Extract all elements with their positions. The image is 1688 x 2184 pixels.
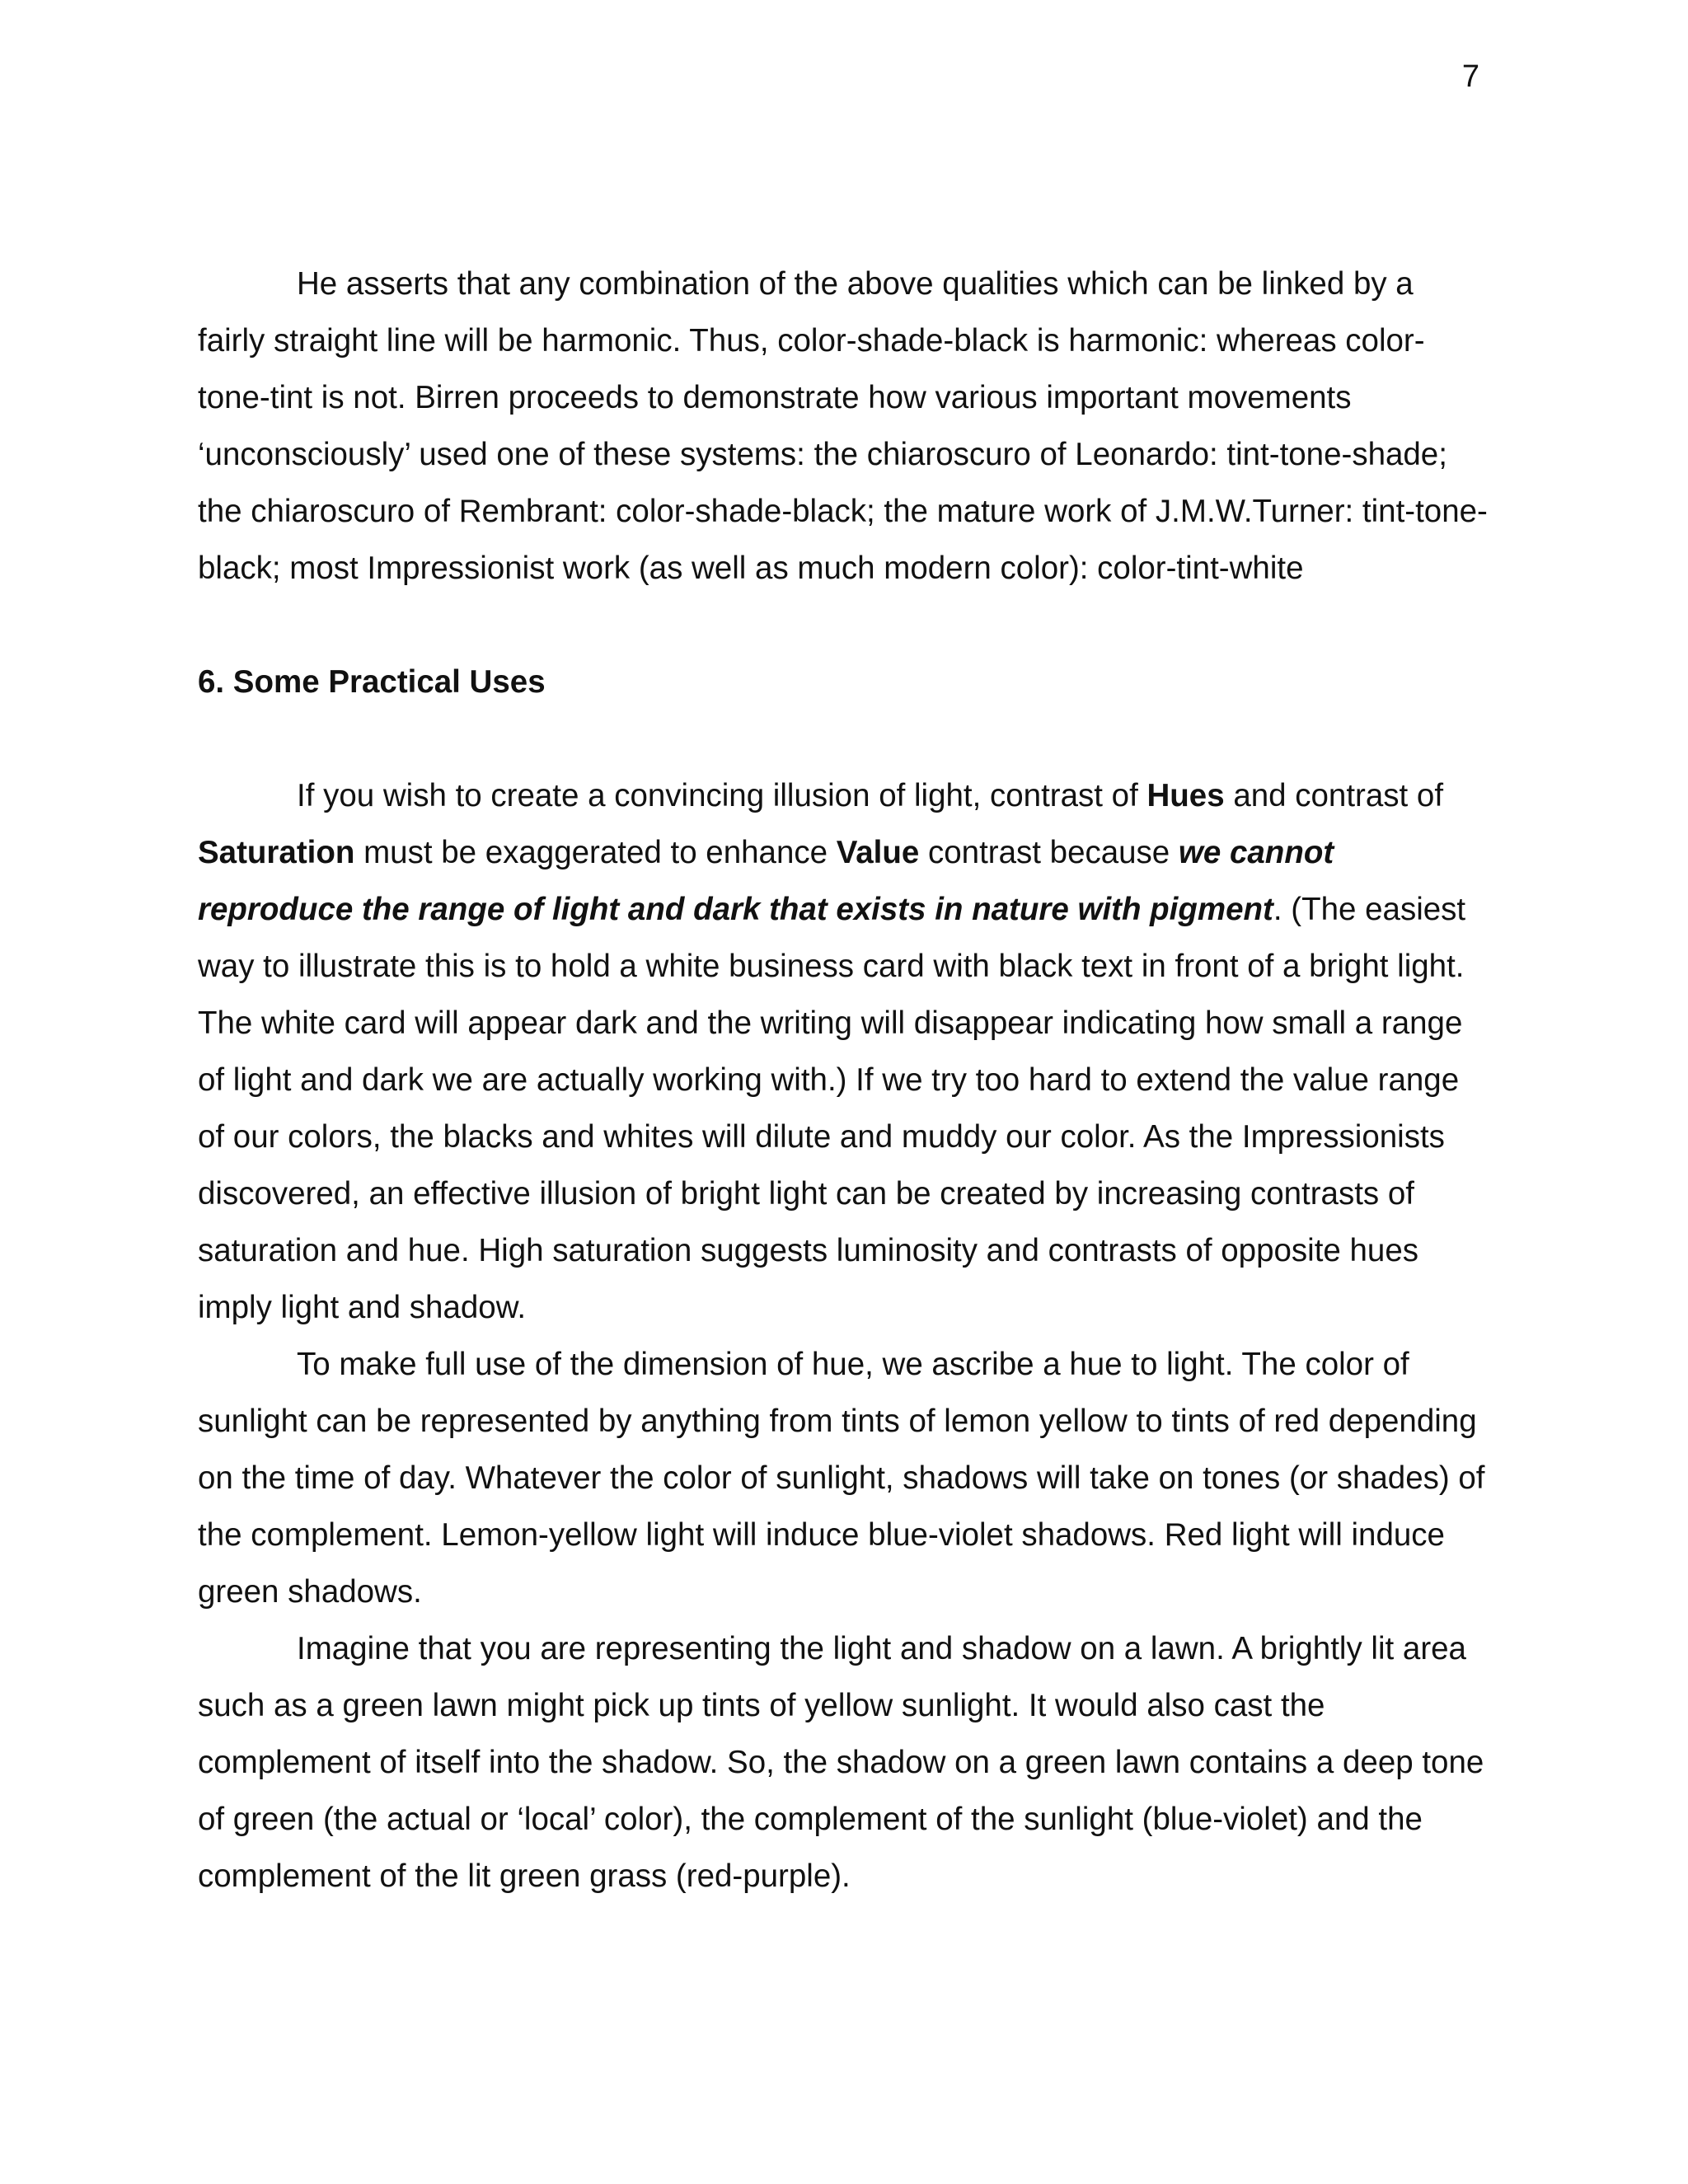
text-run: contrast because [919, 835, 1179, 870]
paragraph-lawn-example: Imagine that you are representing the light and shadow on a lawn. A brightly lit area such as a green lawn might pick up tints of yellow sunlight. It would also cast the complement of itself into the shadow. So, the shadow on a green lawn contains a deep tone of green (the actual or ‘local’ color), the complement of the sunlight (blue-violet) and the complement of the lit green grass (red-purple). [198, 1631, 1484, 1894]
bold-italic-emphasis: we cannot reproduce the range of light and dark that exists in nature with pigment [198, 835, 1334, 927]
text-run: . (The easiest way to illustrate this is to hold a white business card with black text in front of a bright light. The white card will appear dark and the writing will disappear indicating how small a range of light and dark we are actually working with.) If we try too hard to extend the value range of our colors, the blacks and whites will dilute and muddy our color. As the Impressionists discovered, an effective illusion of bright light can be created by increasing contrasts of saturation and hue. High saturation suggests luminosity and contrasts of opposite hues imply light and shadow. [198, 892, 1466, 1325]
paragraph-birren-harmony: He asserts that any combination of the above qualities which can be linked by a fairly straight line will be harmonic. Thus, color-shade-black is harmonic: whereas color-tone-tint is not. Birren proceeds to demonstrate how various important movements ‘unconsciously’ used one of these systems: the chiaroscuro of Leonardo: tint-tone-shade; the chiaroscuro of Rembrant: color-shade-black; the mature work of J.M.W.Turner: tint-tone-black; most Impressionist work (as well as much modern color): color-tint-white [198, 266, 1488, 586]
section-heading: 6. Some Practical Uses [198, 664, 546, 700]
bold-term-saturation: Saturation [198, 835, 355, 870]
bold-term-hues: Hues [1146, 778, 1225, 813]
document-body [198, 255, 1488, 1905]
paragraph-hue-of-light: To make full use of the dimension of hue, we ascribe a hue to light. The color of sunlight can be represented by anything from tints of lemon yellow to tints of red depending on the time of day. Whatever the color of sunlight, shadows will take on tones (or shades) of the complement. Lemon-yellow light will induce blue-violet shadows. Red light will induce green shadows. [198, 1347, 1485, 1610]
text-run: If you wish to create a convincing illusion of light, contrast of [297, 778, 1147, 813]
bold-term-value: Value [836, 835, 920, 870]
paragraph-illusion-of-light [198, 767, 1488, 1336]
text-run: and contrast of [1224, 778, 1444, 813]
page-number: 7 [1461, 59, 1479, 94]
text-run: must be exaggerated to enhance [354, 835, 837, 870]
